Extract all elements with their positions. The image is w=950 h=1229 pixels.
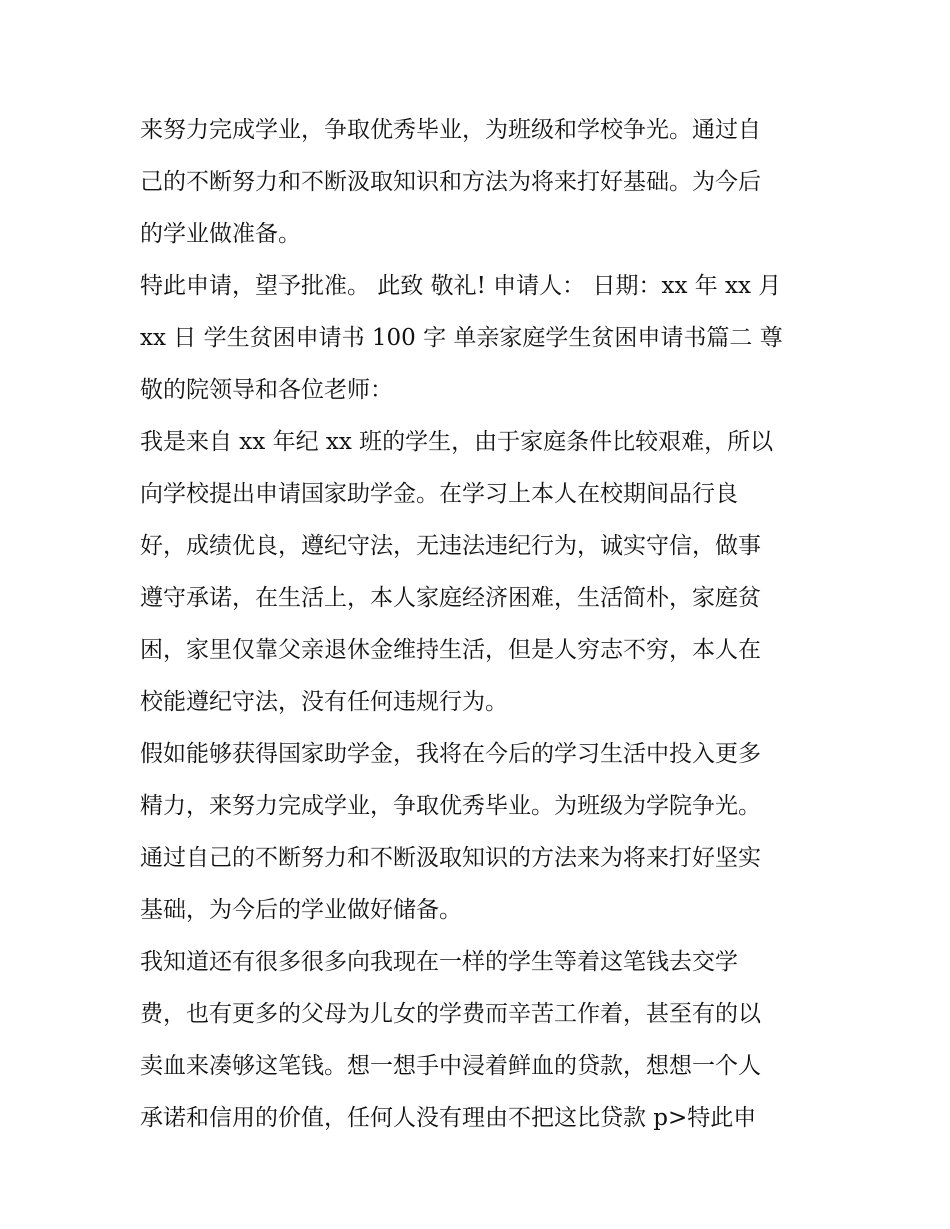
text-line: 的学业做准备。 bbox=[140, 221, 301, 247]
text-line: 向学校提出申请国家助学金。在学习上本人在校期间品行良 bbox=[140, 481, 738, 507]
text-line: 费，也有更多的父母为儿女的学费而辛苦工作着，甚至有的以 bbox=[140, 1001, 761, 1027]
text-line: 来努力完成学业，争取优秀毕业，为班级和学校争光。通过自 bbox=[140, 117, 761, 143]
text-line: 我知道还有很多很多向我现在一样的学生等着这笔钱去交学 bbox=[140, 949, 738, 975]
text-line: 我是来自 xx 年纪 xx 班的学生，由于家庭条件比较艰难，所以 bbox=[140, 429, 774, 455]
text-line: 校能遵纪守法，没有任何违规行为。 bbox=[140, 689, 508, 715]
text-line: 精力，来努力完成学业，争取优秀毕业。为班级为学院争光。 bbox=[140, 793, 761, 819]
text-line: 假如能够获得国家助学金，我将在今后的学习生活中投入更多 bbox=[140, 741, 761, 767]
text-line: 困，家里仅靠父亲退休金维持生活，但是人穷志不穷，本人在 bbox=[140, 637, 761, 663]
document-body bbox=[140, 104, 820, 1144]
text-line: 承诺和信用的价值，任何人没有理由不把这比贷款 p>特此申 bbox=[140, 1105, 757, 1131]
text-line: 通过自己的不断努力和不断汲取知识的方法来为将来打好坚实 bbox=[140, 845, 761, 871]
text-line: 己的不断努力和不断汲取知识和方法为将来打好基础。为今后 bbox=[140, 169, 761, 195]
text-line: 好，成绩优良，遵纪守法，无违法违纪行为，诚实守信，做事 bbox=[140, 533, 761, 559]
text-line: 卖血来凑够这笔钱。想一想手中浸着鲜血的贷款，想想一个人 bbox=[140, 1053, 761, 1079]
text-line: 特此申请，望予批准。 此致 敬礼! 申请人： 日期：xx 年 xx 月 bbox=[140, 273, 782, 299]
text-line: 遵守承诺，在生活上，本人家庭经济困难，生活简朴，家庭贫 bbox=[140, 585, 761, 611]
text-line: xx 日 学生贫困申请书 100 字 单亲家庭学生贫困申请书篇二 尊 bbox=[140, 325, 783, 351]
text-line: 敬的院领导和各位老师： bbox=[140, 377, 393, 403]
text-line: 基础，为今后的学业做好储备。 bbox=[140, 897, 462, 923]
